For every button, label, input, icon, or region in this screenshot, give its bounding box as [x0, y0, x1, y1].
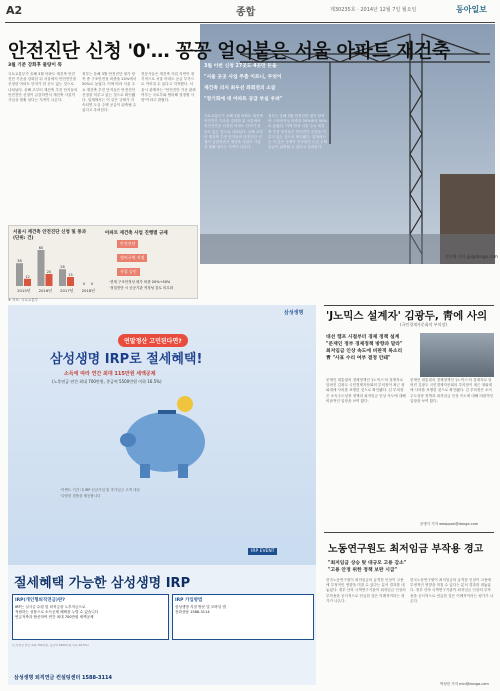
ad-box-line: 연금저축과 합산하여 연간 최대 700만원 세액공제: [15, 615, 94, 619]
body-column-1: [8, 72, 78, 222]
bar-통과-2016년: [46, 274, 53, 286]
ad-sub2: (노후연금 연간 최대 700만원, 총급여 5500만원 이하 16.5%): [52, 379, 162, 384]
body-column-4: [204, 114, 264, 224]
data-label: 0: [82, 282, 86, 286]
x-tick-label: 2016년: [38, 288, 52, 293]
chart-panel: [8, 225, 198, 299]
chart-step-note: ·정밀진단 시 공공기관 적정성 검토 의무화: [109, 286, 174, 290]
ad-box-line: 적립하는 상품으로 소득공제 혜택을 누릴 수 있습니다: [15, 610, 99, 614]
bar-신청-2016년: [38, 250, 45, 286]
side-story-tag: (국민경제자문회의 부의장): [400, 322, 447, 327]
ad-event-line: ·이벤트 기간 내 IRP 신규가입 및 추가입금 고객 대상: [60, 488, 140, 492]
flow-step: 정비구역 지정: [117, 254, 147, 262]
body-column-3: [141, 72, 196, 222]
body-text: 한국노동연구원이 최저임금의 급격한 인상이 고용에 부정적인 영향을 미칠 수 있다는 분석 결과를 내놓았다. 정부 산하 국책연구기관이 최저임금 인상의 부작용을 공식적으로 언급한 것은 이례적이라는 평가가 나온다.: [410, 578, 494, 603]
quote-lead: 3월 이번 신청 27곳도 4곳만 돈을: [204, 64, 277, 69]
pull-quote: [204, 62, 324, 102]
data-label: 60: [38, 246, 44, 250]
side-story2-deck: [328, 560, 488, 574]
flow-step: 사업 승인: [117, 268, 140, 276]
body-text: 정부는 올해 3월 안전진단 평가 항목 중 구조안전성 비중을 20%에서 50%로 높였다. 이에 따라 서울 주요 재건축 추진 단지들은 안전진단 신청을 미루고 있는 것으로 확인됐다. 업계에서는 이 같은 규제가 지속되면 도심 주택 공급이 위축될 수 있다고 우려한다.: [268, 114, 327, 150]
side-story-deck: [326, 334, 416, 362]
ad-event-tag: IRP EVENT: [248, 548, 277, 555]
quote-line: 재건축 의지 최우선 좌회전의 소굴: [204, 86, 276, 91]
story-kicker: 3월 기준 강화후 물량이 뚝: [8, 63, 62, 68]
body-column-2: [82, 72, 137, 222]
bar-chart: [13, 242, 99, 294]
ad-sub1: 소득에 따라 연간 최대 115만원 세액공제: [64, 371, 156, 377]
chart-title: 서울시 재건축 안전진단 신청 및 통과 (단위: 건): [13, 230, 87, 241]
ad-box-title: IRP 가입방법: [175, 598, 203, 603]
x-tick-label: 2015년: [17, 288, 31, 293]
data-label: 12: [25, 274, 30, 279]
bar-신청-2017년: [59, 269, 66, 286]
ad-box-line: 삼성생명 지점 방문 및 모바일 앱: [175, 605, 226, 609]
ad-brand: 삼성생명: [284, 310, 304, 316]
newspaper-logo: 동아일보: [456, 4, 487, 14]
ad-right-box: [172, 594, 314, 640]
side-story-rule: [324, 305, 494, 306]
ad-footer: 삼성생명 퇴직연금 컨설팅센터 1588-3114: [14, 675, 112, 681]
ad-box-line: 전화상담 1588-3114: [175, 610, 210, 614]
page-header: [0, 0, 500, 22]
side-body-1: [326, 378, 406, 518]
deck-line: "문재인 정부 경제정책 방향과 달라": [326, 342, 403, 347]
data-label: 20: [46, 270, 52, 274]
chart-source: ※ 자료: 국토교통부: [8, 298, 39, 302]
side-story-headline: 'J노믹스 설계자' 김광두, 靑에 사의: [326, 310, 488, 322]
side-body-2: [410, 378, 494, 518]
side-story-byline: 문병기 기자 weappon@donga.com: [420, 522, 479, 526]
body-column-5: [268, 114, 328, 224]
bar-신청-2015년: [16, 263, 23, 286]
data-label: 15: [68, 273, 73, 277]
ad-event-line: ·다양한 경품을 제공합니다: [60, 494, 101, 498]
side-story2-headline: 노동연구원도 최저임금 부작용 경고: [328, 544, 484, 555]
side2-body-2: [410, 578, 494, 678]
story-byline: 정지영 기자 jjy@donga.com: [445, 254, 498, 259]
main-headline: 안전진단 신청 '0'… 꽁꽁 얼어붙은 서울 아파트 재건축: [8, 40, 450, 62]
ad-left-box: [12, 594, 169, 640]
flow-step: 안전진단: [117, 240, 138, 248]
chart-step-note: ·현재 구조안정성 평가 비중 20%→50%: [109, 280, 171, 284]
bar-통과-2015년: [24, 279, 31, 286]
side2-body-1: [326, 578, 406, 678]
deck-line: 최저임금 인상 속도에 비판적 목소리: [326, 349, 403, 354]
chart-note: 아파트 재건축 사업 진행별 규제: [105, 231, 168, 236]
deck-line: "최저임금 상승 탓 대규모 고용 감소": [328, 561, 407, 566]
ad-fine-print: (노후연금 연간 최대 700만원, 총급여 5500만원 이하 16.5%): [12, 644, 89, 647]
body-text: 전문가들은 재건축 사업 지연이 장기적으로 서울 아파트 공급 부족으로 이어질 수 있다고 지적했다. 서울시 관계자는 "안전진단 기준 완화 여부는 국토부와 협의해 결정할 사항"이라고 밝혔다.: [141, 72, 196, 103]
deck-line: 靑 "사표 수리 여부 결정 안돼": [326, 356, 391, 361]
data-label: 0: [90, 282, 94, 286]
bar-통과-2017년: [67, 277, 74, 286]
ad-bubble: 연말정산 고민된다면?: [118, 334, 188, 347]
deck-line: "고용 안정 위한 정책 보완 시급": [328, 568, 397, 573]
issue-date: 제30235호 · 2014년 12월 7일 월요일: [330, 7, 417, 13]
deck-line: 대선 캠프 시절부터 경제 정책 설계: [326, 335, 400, 340]
header-rule: [5, 22, 495, 23]
body-text: 문재인 대통령의 경제정책인 'J노믹스'의 설계자로 알려진 김광두 국민경제자문회의 부의장이 최근 청와대에 사의를 표명한 것으로 확인됐다. 김 부의장은 소득주도성장 정책과 최저임금 인상 속도에 대해 비판적인 입장을 보여 왔다.: [326, 378, 406, 403]
ad-box-line: IRP는 일시금 수령 및 퇴직금을 노후자금으로: [15, 605, 86, 609]
ad-headline: 삼성생명 IRP로 절세혜택!: [50, 352, 203, 367]
ad-big-text: 절세혜택 가능한 삼성생명 IRP: [14, 576, 191, 591]
page-category: 종합: [236, 7, 256, 18]
body-text: 문재인 대통령의 경제정책인 'J노믹스'의 설계자로 알려진 김광두 국민경제자문회의 부의장이 최근 청와대에 사의를 표명한 것으로 확인됐다. 김 부의장은 소득주도성장 정책과 최저임금 인상 속도에 대해 비판적인 입장을 보여 왔다.: [410, 378, 494, 403]
page-section: A2: [6, 4, 23, 17]
body-text: 국토교통부가 올해 3월 아파트 재건축 안전진단 기준을 강화한 뒤 서울에서 안전진단을 신청한 아파트 단지가 한 곳도 없는 것으로 나타났다. 올해 초부터 재건축 추진 단지들의 안전진단 신청이 급감하면서 재건축 사업이 사실상 멈춰 섰다는 지적이 나온다.: [8, 72, 78, 103]
side-story2-byline: 박성민 기자 min@donga.com: [440, 682, 489, 686]
ad-box-title: IRP(개인형퇴직연금)란?: [15, 598, 65, 603]
quote-line: "서울 곳곳 사업 주춤 이르니, 무엇이: [204, 75, 282, 80]
quote-line: "정기회에 대 아파트 공급 부실 우려": [204, 97, 283, 102]
piggy-bank-icon: [110, 392, 220, 482]
x-tick-label: 2018년: [81, 288, 95, 293]
x-tick-label: 2017년: [60, 288, 74, 293]
body-text: 정부는 올해 3월 안전진단 평가 항목 중 구조안전성 비중을 20%에서 50%로 높였다. 이에 따라 서울 주요 재건축 추진 단지들은 안전진단 신청을 미루고 있는 것으로 확인됐다. 업계에서는 이 같은 규제가 지속되면 도심 주택 공급이 위축될 수 있다고 우려한다.: [82, 72, 137, 113]
body-text: 국토교통부가 올해 3월 아파트 재건축 안전진단 기준을 강화한 뒤 서울에서 안전진단을 신청한 아파트 단지가 한 곳도 없는 것으로 나타났다. 올해 초부터 재건축 추진 단지들의 안전진단 신청이 급감하면서 재건축 사업이 사실상 멈춰 섰다는 지적이 나온다.: [204, 114, 263, 150]
side-story2-rule: [324, 532, 494, 533]
data-label: 28: [60, 265, 65, 270]
data-label: 38: [17, 259, 22, 264]
body-text: 한국노동연구원이 최저임금의 급격한 인상이 고용에 부정적인 영향을 미칠 수 있다는 분석 결과를 내놓았다. 정부 산하 국책연구기관이 최저임금 인상의 부작용을 공식적으로 언급한 것은 이례적이라는 평가가 나온다.: [326, 578, 406, 603]
portrait-photo: [420, 333, 494, 377]
